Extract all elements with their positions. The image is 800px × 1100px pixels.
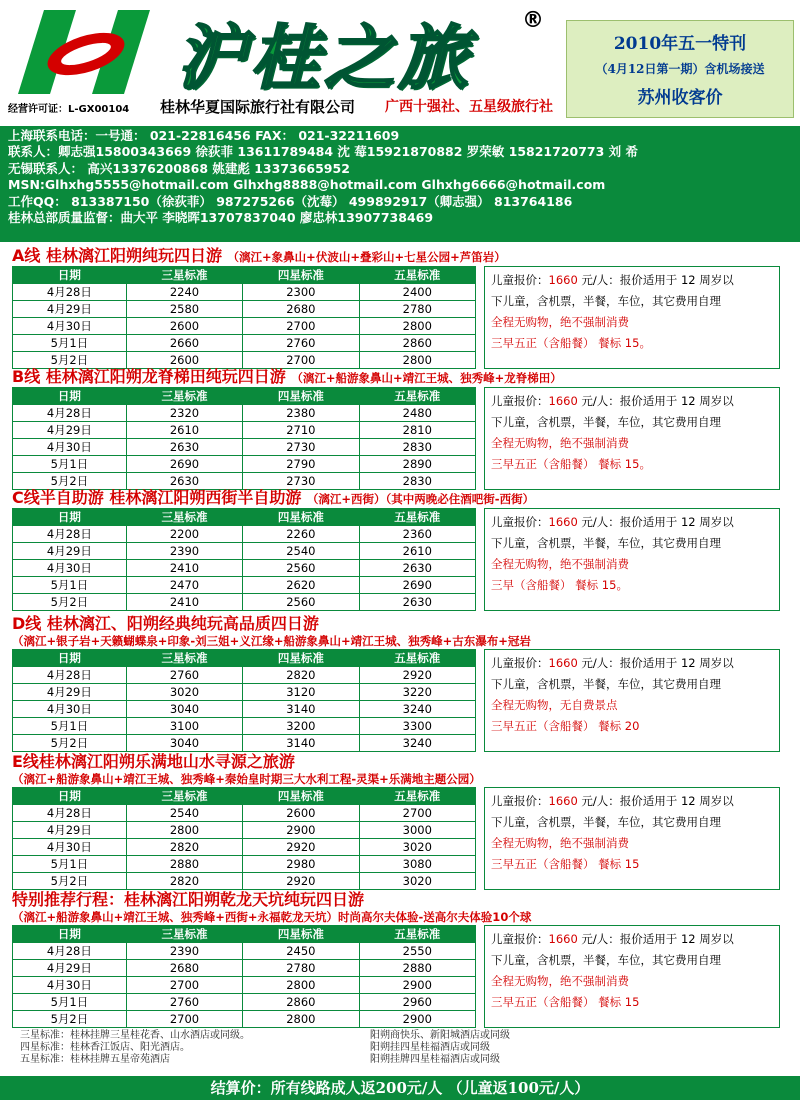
route-section-5 bbox=[12, 752, 796, 890]
price-date: 4月29日 bbox=[13, 822, 127, 839]
price-five-star: 3240 bbox=[359, 735, 475, 752]
price-row bbox=[13, 960, 476, 977]
price-date: 4月28日 bbox=[13, 284, 127, 301]
meal-plan: 三早五正（含船餐） 餐标 15。 bbox=[491, 457, 651, 471]
price-date: 4月30日 bbox=[13, 701, 127, 718]
price-date: 5月2日 bbox=[13, 594, 127, 611]
header-three-star: 三星标准 bbox=[126, 509, 242, 526]
child-price-detail: 下儿童，含机票，半餐，车位，其它费用自理 bbox=[491, 677, 721, 691]
hotel-yangshuo-five: 阳朔挂牌四星桂福酒店或同级 bbox=[370, 1054, 500, 1065]
price-four-star: 2380 bbox=[243, 405, 359, 422]
promo-price-label: 苏州收客价 bbox=[637, 88, 723, 108]
price-date: 5月1日 bbox=[13, 456, 127, 473]
price-four-star: 2260 bbox=[243, 526, 359, 543]
price-three-star: 2600 bbox=[126, 318, 242, 335]
price-table-body bbox=[13, 805, 476, 890]
price-row bbox=[13, 352, 476, 369]
child-price-rest: 元/人：报价适用于 12 周岁以 bbox=[577, 515, 734, 529]
price-five-star: 2810 bbox=[359, 422, 475, 439]
price-five-star: 2960 bbox=[359, 994, 475, 1011]
child-price-amount: 1660 bbox=[548, 932, 578, 946]
header-three-star: 三星标准 bbox=[126, 788, 242, 805]
price-four-star: 2920 bbox=[243, 839, 359, 856]
price-row bbox=[13, 701, 476, 718]
price-table-header-row bbox=[13, 788, 476, 805]
child-price-amount: 1660 bbox=[548, 656, 578, 670]
price-three-star: 2410 bbox=[126, 594, 242, 611]
price-three-star: 2700 bbox=[126, 977, 242, 994]
route-notes bbox=[484, 266, 780, 369]
contact-supervision-row: 桂林总部质量监督：曲大平 李晓晖13707837040 廖忠林13907738469 bbox=[8, 209, 434, 225]
contact-phone-row: 上海联系电话：一号通： 021-22816456 FAX： 021-32211609 bbox=[8, 128, 400, 143]
price-row bbox=[13, 943, 476, 960]
price-date: 4月29日 bbox=[13, 301, 127, 318]
child-price-detail: 下儿童，含机票，半餐，车位，其它费用自理 bbox=[491, 415, 721, 429]
price-three-star: 2600 bbox=[126, 352, 242, 369]
header-five-star: 五星标准 bbox=[359, 926, 475, 943]
child-price-rest: 元/人：报价适用于 12 周岁以 bbox=[577, 273, 734, 287]
price-four-star: 2980 bbox=[243, 856, 359, 873]
price-three-star: 2760 bbox=[126, 667, 242, 684]
price-four-star: 3120 bbox=[243, 684, 359, 701]
child-price-amount: 1660 bbox=[548, 273, 578, 287]
hotel-yangshuo-three: 阳朔商快乐、新阳城酒店或同级 bbox=[370, 1030, 510, 1041]
price-table-body bbox=[13, 667, 476, 752]
child-price-label: 儿童报价： bbox=[491, 394, 549, 408]
price-four-star: 3140 bbox=[243, 701, 359, 718]
price-date: 5月1日 bbox=[13, 335, 127, 352]
route-title bbox=[12, 614, 796, 634]
price-four-star: 2560 bbox=[243, 594, 359, 611]
route-notes bbox=[484, 387, 780, 490]
price-five-star: 3240 bbox=[359, 701, 475, 718]
price-four-star: 2900 bbox=[243, 822, 359, 839]
price-row bbox=[13, 684, 476, 701]
price-five-star: 2920 bbox=[359, 667, 475, 684]
hotel-three-star: 三星标准：桂林挂牌三星桂花香、山水酒店或同级。 bbox=[20, 1030, 250, 1041]
price-three-star: 2880 bbox=[126, 856, 242, 873]
child-price-detail: 下儿童，含机票，半餐，车位，其它费用自理 bbox=[491, 815, 721, 829]
price-four-star: 2790 bbox=[243, 456, 359, 473]
price-table bbox=[12, 925, 476, 1028]
price-row bbox=[13, 473, 476, 490]
meal-plan: 三早五正（含船餐） 餐标 20 bbox=[491, 719, 640, 733]
price-five-star: 2690 bbox=[359, 577, 475, 594]
child-price-line bbox=[491, 391, 773, 412]
price-date: 4月30日 bbox=[13, 318, 127, 335]
route-title-text: A线 桂林漓江阳朔纯玩四日游 bbox=[12, 246, 222, 265]
header-five-star: 五星标准 bbox=[359, 388, 475, 405]
route-subtitle: （漓江+船游象鼻山+靖江王城、独秀峰+秦始皇时期三大水利工程-灵渠+乐满地主题公园） bbox=[12, 772, 481, 786]
promo-detail: （4月12日第一期）含机场接送 bbox=[595, 62, 765, 76]
price-three-star: 2580 bbox=[126, 301, 242, 318]
price-row bbox=[13, 318, 476, 335]
price-date: 5月2日 bbox=[13, 352, 127, 369]
contact-wuxi-row: 无锡联系人： 高兴13376200868 姚建彪 13373665952 bbox=[8, 160, 350, 176]
price-row bbox=[13, 873, 476, 890]
price-four-star: 2800 bbox=[243, 1011, 359, 1028]
price-five-star: 2400 bbox=[359, 284, 475, 301]
price-five-star: 2860 bbox=[359, 335, 475, 352]
price-row bbox=[13, 526, 476, 543]
price-three-star: 3040 bbox=[126, 735, 242, 752]
price-three-star: 2320 bbox=[126, 405, 242, 422]
price-five-star: 2630 bbox=[359, 560, 475, 577]
price-row bbox=[13, 667, 476, 684]
route-section-6 bbox=[12, 890, 796, 1028]
price-date: 5月1日 bbox=[13, 994, 127, 1011]
price-three-star: 3020 bbox=[126, 684, 242, 701]
meal-plan: 三早五正（含船餐） 餐标 15 bbox=[491, 995, 640, 1009]
price-row bbox=[13, 856, 476, 873]
price-row bbox=[13, 456, 476, 473]
price-table-header-row bbox=[13, 388, 476, 405]
brand-title: 沪桂之旅 bbox=[176, 16, 472, 99]
price-five-star: 2800 bbox=[359, 352, 475, 369]
company-name: 桂林华夏国际旅行社有限公司 bbox=[160, 98, 356, 116]
price-date: 5月2日 bbox=[13, 873, 127, 890]
price-four-star: 2730 bbox=[243, 439, 359, 456]
price-three-star: 2760 bbox=[126, 994, 242, 1011]
price-date: 4月28日 bbox=[13, 805, 127, 822]
price-three-star: 2800 bbox=[126, 822, 242, 839]
route-body bbox=[12, 787, 796, 890]
price-four-star: 2700 bbox=[243, 352, 359, 369]
price-date: 4月30日 bbox=[13, 439, 127, 456]
header-four-star: 四星标准 bbox=[243, 650, 359, 667]
price-five-star: 2830 bbox=[359, 473, 475, 490]
shopping-policy: 全程无购物，绝不强制消费 bbox=[491, 557, 629, 571]
price-three-star: 2200 bbox=[126, 526, 242, 543]
child-price-label: 儿童报价： bbox=[491, 656, 549, 670]
price-table bbox=[12, 387, 476, 490]
price-three-star: 2630 bbox=[126, 473, 242, 490]
header-five-star: 五星标准 bbox=[359, 788, 475, 805]
route-title bbox=[12, 488, 796, 508]
price-four-star: 2540 bbox=[243, 543, 359, 560]
price-four-star: 2730 bbox=[243, 473, 359, 490]
route-section-4 bbox=[12, 614, 796, 752]
route-title bbox=[12, 367, 796, 387]
route-title bbox=[12, 752, 796, 772]
price-four-star: 3200 bbox=[243, 718, 359, 735]
price-three-star: 2390 bbox=[126, 543, 242, 560]
child-price-rest: 元/人：报价适用于 12 周岁以 bbox=[577, 656, 734, 670]
price-row bbox=[13, 994, 476, 1011]
route-title-text: 特别推荐行程：桂林漓江阳朔乾龙天坑纯玩四日游 bbox=[12, 890, 365, 909]
route-notes bbox=[484, 787, 780, 890]
price-four-star: 2620 bbox=[243, 577, 359, 594]
price-three-star: 2690 bbox=[126, 456, 242, 473]
header-date: 日期 bbox=[13, 267, 127, 284]
price-three-star: 2390 bbox=[126, 943, 242, 960]
price-five-star: 3080 bbox=[359, 856, 475, 873]
company-logo-icon bbox=[6, 6, 166, 98]
price-three-star: 3040 bbox=[126, 701, 242, 718]
header-date: 日期 bbox=[13, 926, 127, 943]
price-four-star: 2450 bbox=[243, 943, 359, 960]
price-row bbox=[13, 284, 476, 301]
contact-msn-row: MSN:Glhxhg5555@hotmail.com Glhxhg8888@hotmail.com Glhxhg6666@hotmail.com bbox=[8, 177, 606, 193]
price-table-body bbox=[13, 526, 476, 611]
price-row bbox=[13, 405, 476, 422]
price-date: 4月29日 bbox=[13, 960, 127, 977]
shopping-policy: 全程无购物，绝不强制消费 bbox=[491, 974, 629, 988]
header-three-star: 三星标准 bbox=[126, 267, 242, 284]
price-five-star: 3300 bbox=[359, 718, 475, 735]
price-four-star: 3140 bbox=[243, 735, 359, 752]
price-date: 4月29日 bbox=[13, 543, 127, 560]
price-five-star: 2800 bbox=[359, 318, 475, 335]
meal-plan: 三早五正（含船餐） 餐标 15 bbox=[491, 857, 640, 871]
route-section-1 bbox=[12, 246, 796, 369]
price-four-star: 2760 bbox=[243, 335, 359, 352]
promo-box bbox=[566, 20, 794, 118]
price-five-star: 2550 bbox=[359, 943, 475, 960]
price-table-header-row bbox=[13, 926, 476, 943]
price-table bbox=[12, 266, 476, 369]
price-five-star: 2360 bbox=[359, 526, 475, 543]
price-five-star: 2480 bbox=[359, 405, 475, 422]
price-three-star: 2610 bbox=[126, 422, 242, 439]
child-price-line bbox=[491, 929, 773, 950]
route-notes bbox=[484, 649, 780, 752]
price-five-star: 2890 bbox=[359, 456, 475, 473]
shopping-policy: 全程无购物，无自费景点 bbox=[491, 698, 618, 712]
header-date: 日期 bbox=[13, 388, 127, 405]
price-row bbox=[13, 977, 476, 994]
child-price-line bbox=[491, 512, 773, 533]
price-date: 5月1日 bbox=[13, 577, 127, 594]
price-row bbox=[13, 301, 476, 318]
price-three-star: 3100 bbox=[126, 718, 242, 735]
header-three-star: 三星标准 bbox=[126, 926, 242, 943]
route-title-text: E线桂林漓江阳朔乐满地山水寻源之旅游 bbox=[12, 752, 295, 771]
meal-plan: 三早（含船餐） 餐标 15。 bbox=[491, 578, 628, 592]
price-three-star: 2630 bbox=[126, 439, 242, 456]
price-row bbox=[13, 839, 476, 856]
route-body bbox=[12, 649, 796, 752]
price-row bbox=[13, 718, 476, 735]
child-price-label: 儿童报价： bbox=[491, 515, 549, 529]
child-price-detail: 下儿童，含机票，半餐，车位，其它费用自理 bbox=[491, 953, 721, 967]
price-table bbox=[12, 649, 476, 752]
header-five-star: 五星标准 bbox=[359, 650, 475, 667]
route-body bbox=[12, 387, 796, 490]
price-date: 5月2日 bbox=[13, 735, 127, 752]
price-four-star: 2920 bbox=[243, 873, 359, 890]
child-price-rest: 元/人：报价适用于 12 周岁以 bbox=[577, 794, 734, 808]
header-date: 日期 bbox=[13, 650, 127, 667]
child-price-detail: 下儿童，含机票，半餐，车位，其它费用自理 bbox=[491, 536, 721, 550]
route-title-text: B线 桂林漓江阳朔龙脊梯田纯玩四日游 bbox=[12, 367, 286, 386]
price-row bbox=[13, 805, 476, 822]
route-title bbox=[12, 246, 796, 266]
child-price-label: 儿童报价： bbox=[491, 932, 549, 946]
price-date: 4月29日 bbox=[13, 684, 127, 701]
price-five-star: 3020 bbox=[359, 839, 475, 856]
price-five-star: 2630 bbox=[359, 594, 475, 611]
price-date: 5月1日 bbox=[13, 718, 127, 735]
shopping-policy: 全程无购物，绝不强制消费 bbox=[491, 836, 629, 850]
route-title-text: D线 桂林漓江、阳朔经典纯玩高品质四日游 bbox=[12, 614, 319, 633]
price-five-star: 2700 bbox=[359, 805, 475, 822]
price-four-star: 2820 bbox=[243, 667, 359, 684]
shopping-policy: 全程无购物，绝不强制消费 bbox=[491, 436, 629, 450]
header-four-star: 四星标准 bbox=[243, 388, 359, 405]
child-price-label: 儿童报价： bbox=[491, 273, 549, 287]
price-date: 4月28日 bbox=[13, 667, 127, 684]
hotel-yangshuo-four: 阳朔挂四星桂福酒店或同级 bbox=[370, 1042, 490, 1053]
hotel-standards-yangshuo bbox=[370, 1030, 510, 1066]
child-price-amount: 1660 bbox=[548, 794, 578, 808]
price-four-star: 2560 bbox=[243, 560, 359, 577]
price-table bbox=[12, 787, 476, 890]
price-table-body bbox=[13, 943, 476, 1028]
header-four-star: 四星标准 bbox=[243, 267, 359, 284]
price-date: 4月28日 bbox=[13, 405, 127, 422]
price-four-star: 2780 bbox=[243, 960, 359, 977]
price-date: 5月2日 bbox=[13, 473, 127, 490]
route-section-3 bbox=[12, 488, 796, 611]
child-price-rest: 元/人：报价适用于 12 周岁以 bbox=[577, 932, 734, 946]
price-five-star: 3000 bbox=[359, 822, 475, 839]
child-price-line bbox=[491, 653, 773, 674]
price-four-star: 2600 bbox=[243, 805, 359, 822]
license-number: 经营许可证：L-GX00104 bbox=[8, 104, 130, 115]
route-title-sub: （漓江+象鼻山+伏波山+叠彩山+七星公园+芦笛岩） bbox=[227, 250, 506, 264]
child-price-amount: 1660 bbox=[548, 515, 578, 529]
price-row bbox=[13, 822, 476, 839]
header-date: 日期 bbox=[13, 509, 127, 526]
meal-plan: 三早五正（含船餐） 餐标 15。 bbox=[491, 336, 651, 350]
price-four-star: 2300 bbox=[243, 284, 359, 301]
header-three-star: 三星标准 bbox=[126, 650, 242, 667]
price-date: 4月29日 bbox=[13, 422, 127, 439]
hotel-five-star: 五星标准：桂林挂牌五星帝苑酒店 bbox=[20, 1054, 170, 1065]
route-title bbox=[12, 890, 796, 910]
shopping-policy: 全程无购物，绝不强制消费 bbox=[491, 315, 629, 329]
price-four-star: 2800 bbox=[243, 977, 359, 994]
price-five-star: 2780 bbox=[359, 301, 475, 318]
price-five-star: 2900 bbox=[359, 1011, 475, 1028]
price-three-star: 2540 bbox=[126, 805, 242, 822]
price-date: 4月30日 bbox=[13, 977, 127, 994]
header-five-star: 五星标准 bbox=[359, 509, 475, 526]
price-five-star: 2830 bbox=[359, 439, 475, 456]
price-three-star: 2240 bbox=[126, 284, 242, 301]
promo-issue: 2010年五一特刊 bbox=[613, 34, 747, 54]
contact-band bbox=[0, 126, 800, 242]
price-five-star: 2880 bbox=[359, 960, 475, 977]
price-date: 5月1日 bbox=[13, 856, 127, 873]
price-row bbox=[13, 1011, 476, 1028]
price-table-header-row bbox=[13, 509, 476, 526]
price-date: 4月28日 bbox=[13, 526, 127, 543]
route-section-2 bbox=[12, 367, 796, 490]
price-three-star: 2660 bbox=[126, 335, 242, 352]
price-row bbox=[13, 735, 476, 752]
company-tagline: 广西十强社、五星级旅行社 bbox=[385, 99, 553, 115]
route-notes bbox=[484, 925, 780, 1028]
hotel-standards-guilin bbox=[20, 1030, 250, 1066]
price-row bbox=[13, 439, 476, 456]
route-subtitle: （漓江+银子岩+天籁蝴蝶泉+印象-刘三姐+义江缘+船游象鼻山+靖江王城、独秀峰+古东瀑布+冠岩 bbox=[12, 634, 531, 648]
price-table-header-row bbox=[13, 267, 476, 284]
price-four-star: 2710 bbox=[243, 422, 359, 439]
header-four-star: 四星标准 bbox=[243, 926, 359, 943]
header bbox=[0, 0, 800, 125]
header-five-star: 五星标准 bbox=[359, 267, 475, 284]
price-four-star: 2680 bbox=[243, 301, 359, 318]
registered-mark: ® bbox=[522, 8, 544, 33]
price-three-star: 2820 bbox=[126, 839, 242, 856]
header-four-star: 四星标准 bbox=[243, 509, 359, 526]
price-date: 4月28日 bbox=[13, 943, 127, 960]
route-notes bbox=[484, 508, 780, 611]
price-five-star: 3220 bbox=[359, 684, 475, 701]
price-four-star: 2700 bbox=[243, 318, 359, 335]
child-price-amount: 1660 bbox=[548, 394, 578, 408]
price-row bbox=[13, 594, 476, 611]
child-price-line bbox=[491, 270, 773, 291]
price-table-body bbox=[13, 405, 476, 490]
contact-people-row: 联系人：卿志强15800343669 徐荻菲 13611789484 沈 莓15921870882 罗荣敏 15821720773 刘 希 bbox=[8, 144, 639, 160]
child-price-rest: 元/人：报价适用于 12 周岁以 bbox=[577, 394, 734, 408]
price-three-star: 2410 bbox=[126, 560, 242, 577]
child-price-label: 儿童报价： bbox=[491, 794, 549, 808]
price-row bbox=[13, 560, 476, 577]
price-three-star: 2680 bbox=[126, 960, 242, 977]
price-date: 4月30日 bbox=[13, 560, 127, 577]
price-four-star: 2860 bbox=[243, 994, 359, 1011]
contact-qq-row: 工作QQ： 813387150（徐荻菲） 987275266（沈莓） 499892917（卿志强） 813764186 bbox=[8, 193, 573, 209]
route-title-sub: （漓江+船游象鼻山+靖江王城、独秀峰+龙脊梯田） bbox=[291, 371, 562, 385]
price-table-body bbox=[13, 284, 476, 369]
header-four-star: 四星标准 bbox=[243, 788, 359, 805]
settlement-footer: 结算价：所有线路成人返200元/人 （儿童返100元/人） bbox=[0, 1076, 800, 1100]
price-table bbox=[12, 508, 476, 611]
route-subtitle: （漓江+船游象鼻山+靖江王城、独秀峰+西街+永福乾龙天坑）时尚高尔夫体验-送高尔夫体验10个球 bbox=[12, 910, 532, 924]
price-row bbox=[13, 335, 476, 352]
route-body bbox=[12, 925, 796, 1028]
price-row bbox=[13, 577, 476, 594]
price-row bbox=[13, 543, 476, 560]
child-price-detail: 下儿童，含机票，半餐，车位，其它费用自理 bbox=[491, 294, 721, 308]
price-five-star: 2900 bbox=[359, 977, 475, 994]
child-price-line bbox=[491, 791, 773, 812]
header-three-star: 三星标准 bbox=[126, 388, 242, 405]
price-date: 5月2日 bbox=[13, 1011, 127, 1028]
hotel-four-star: 四星标准：桂林香江饭店、阳光酒店。 bbox=[20, 1042, 190, 1053]
route-body bbox=[12, 266, 796, 369]
price-three-star: 2470 bbox=[126, 577, 242, 594]
route-title-text: C线半自助游 桂林漓江阳朔西街半自助游 bbox=[12, 488, 302, 507]
price-three-star: 2820 bbox=[126, 873, 242, 890]
route-body bbox=[12, 508, 796, 611]
price-row bbox=[13, 422, 476, 439]
route-title-sub: （漓江+西街）（其中两晚必住酒吧街-西街） bbox=[306, 492, 535, 506]
price-three-star: 2700 bbox=[126, 1011, 242, 1028]
price-five-star: 3020 bbox=[359, 873, 475, 890]
price-table-header-row bbox=[13, 650, 476, 667]
header-date: 日期 bbox=[13, 788, 127, 805]
price-five-star: 2610 bbox=[359, 543, 475, 560]
price-date: 4月30日 bbox=[13, 839, 127, 856]
